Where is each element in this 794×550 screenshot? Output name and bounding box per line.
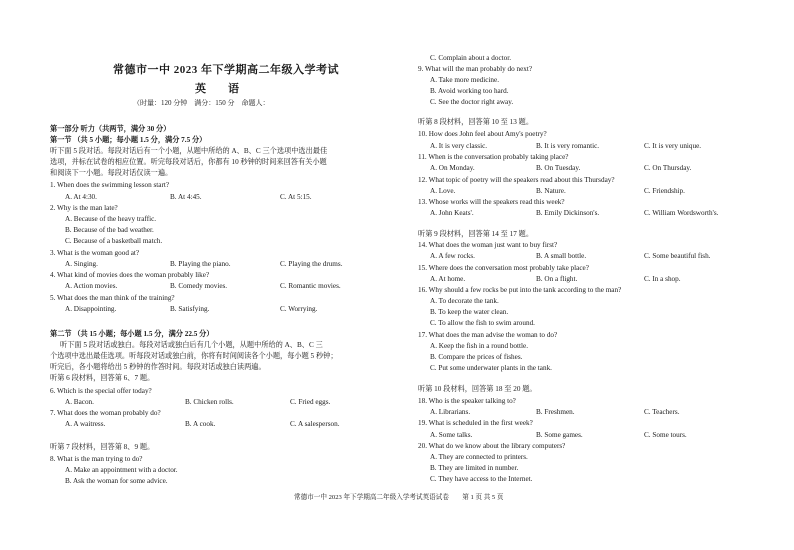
option-1b: B. At 4:45. <box>170 193 202 201</box>
option-20c: C. They have access to the Internet. <box>430 475 533 483</box>
option-14a: A. A few rocks. <box>430 252 475 260</box>
section2-instruction: 个选项中选出最佳选项。听每段对话或独白前，你将有时间阅读各个小题，每小题 5 秒钟； <box>50 352 338 360</box>
question-11: 11. When is the conversation probably taking place? <box>418 153 569 161</box>
question-7: 7. What does the woman probably do? <box>50 409 161 417</box>
question-14: 14. What does the woman just want to buy first? <box>418 241 558 249</box>
option-15b: B. On a flight. <box>536 275 578 283</box>
question-18: 18. Who is the speaker talking to? <box>418 397 516 405</box>
footer-page-number: 第 1 页 共 5 页 <box>462 494 504 501</box>
option-11b: B. On Tuesday. <box>536 164 581 172</box>
option-1c: C. At 5:15. <box>280 193 312 201</box>
material-8-heading: 听第 8 段材料，回答第 10 至 13 题。 <box>418 118 534 126</box>
option-10a: A. It is very classic. <box>430 142 488 150</box>
option-6c: C. Fried eggs. <box>290 398 331 406</box>
option-7c: C. A salesperson. <box>290 420 340 428</box>
option-1a: A. At 4:30. <box>65 193 97 201</box>
question-19: 19. What is scheduled in the first week? <box>418 419 533 427</box>
section1-heading: 第一节 （共 5 小题；每小题 1.5 分，满分 7.5 分） <box>50 136 207 144</box>
option-13a: A. John Keats'. <box>430 209 474 217</box>
option-12b: B. Nature. <box>536 187 566 195</box>
material-9-heading: 听第 9 段材料，回答第 14 至 17 题。 <box>418 230 534 238</box>
section2-instruction: 听完后，各小题将给出 5 秒钟的作答时间。每段对话或独白读两遍。 <box>50 363 266 371</box>
section2-heading: 第二节 （共 15 小题；每小题 1.5 分，满分 22.5 分） <box>50 330 214 338</box>
question-16: 16. Why should a few rocks be put into the tank according to the man? <box>418 286 622 294</box>
option-19c: C. Some tours. <box>644 431 687 439</box>
section1-instruction: 听下面 5 段对话。每段对话后有一个小题，从题中所给的 A、B、C 三个选项中选出最佳 <box>50 147 328 155</box>
option-19b: B. Some games. <box>536 431 583 439</box>
option-7a: A. A waitress. <box>65 420 106 428</box>
option-9a: A. Take more medicine. <box>430 76 500 84</box>
exam-meta: （时量：120 分钟 满分：150 分 命题人： <box>133 99 270 107</box>
question-9: 9. What will the man probably do next? <box>418 65 533 73</box>
option-11a: A. On Monday. <box>430 164 475 172</box>
option-15a: A. At home. <box>430 275 466 283</box>
section1-instruction: 选项，并标在试卷的相应位置。听完每段对话后，你都有 10 秒钟的时间来回答有关小题 <box>50 158 327 166</box>
option-18a: A. Librarians. <box>430 408 471 416</box>
option-10c: C. It is very unique. <box>644 142 702 150</box>
option-20b: B. They are limited in number. <box>430 464 519 472</box>
section1-instruction: 和阅读下一小题。每段对话仅读一遍。 <box>50 169 173 177</box>
option-8b: B. Ask the woman for some advice. <box>65 477 168 485</box>
question-20: 20. What do we know about the library computers? <box>418 442 566 450</box>
option-4c: C. Romantic movies. <box>280 282 341 290</box>
footer-title: 常德市一中 2023 年下学期高二年级入学考试英语试卷 <box>294 494 449 501</box>
option-17a: A. Keep the fish in a round bottle. <box>430 342 529 350</box>
material-7-heading: 听第 7 段材料，回答第 8、9 题。 <box>50 443 155 451</box>
option-3b: B. Playing the piano. <box>170 260 231 268</box>
option-13b: B. Emily Dickinson's. <box>536 209 600 217</box>
option-8c: C. Complain about a doctor. <box>430 54 512 62</box>
option-13c: C. William Wordsworth's. <box>644 209 719 217</box>
option-16c: C. To allow the fish to swim around. <box>430 319 535 327</box>
option-10b: B. It is very romantic. <box>536 142 600 150</box>
option-5a: A. Disappointing. <box>65 305 117 313</box>
option-12c: C. Friendship. <box>644 187 685 195</box>
question-12: 12. What topic of poetry will the speakers read about this Thursday? <box>418 176 615 184</box>
option-12a: A. Love. <box>430 187 456 195</box>
option-17c: C. Put some underwater plants in the tank. <box>430 364 552 372</box>
option-18b: B. Freshmen. <box>536 408 575 416</box>
question-10: 10. How does John feel about Amy's poetry? <box>418 130 547 138</box>
option-5b: B. Satisfying. <box>170 305 210 313</box>
option-4b: B. Comedy movies. <box>170 282 228 290</box>
material-6-heading: 听第 6 段材料，回答第 6、7 题。 <box>50 374 155 382</box>
option-2c: C. Because of a basketball match. <box>65 237 163 245</box>
question-3: 3. What is the woman good at? <box>50 249 140 257</box>
option-15c: C. In a shop. <box>644 275 681 283</box>
question-15: 15. Where does the conversation most probably take place? <box>418 264 589 272</box>
option-18c: C. Teachers. <box>644 408 680 416</box>
section2-instruction: 听下面 5 段对话或独白。每段对话或独白后有几个小题，从题中所给的 A、B、C 三 <box>60 341 323 349</box>
option-9b: B. Avoid working too hard. <box>430 87 509 95</box>
option-2a: A. Because of the heavy traffic. <box>65 215 157 223</box>
option-2b: B. Because of the bad weather. <box>65 226 154 234</box>
exam-title: 常德市一中 2023 年下学期高二年级入学考试 <box>113 64 339 76</box>
option-6a: A. Bacon. <box>65 398 94 406</box>
option-8a: A. Make an appointment with a doctor. <box>65 466 178 474</box>
option-17b: B. Compare the prices of fishes. <box>430 353 523 361</box>
option-20a: A. They are connected to printers. <box>430 453 528 461</box>
question-6: 6. Which is the special offer today? <box>50 387 152 395</box>
option-14b: B. A small bottle. <box>536 252 587 260</box>
question-8: 8. What is the man trying to do? <box>50 455 143 463</box>
question-5: 5. What does the man think of the training? <box>50 294 175 302</box>
option-6b: B. Chicken rolls. <box>185 398 234 406</box>
option-7b: B. A cook. <box>185 420 216 428</box>
question-13: 13. Whose works will the speakers read this week? <box>418 198 565 206</box>
question-4: 4. What kind of movies does the woman probably like? <box>50 271 210 279</box>
option-9c: C. See the doctor right away. <box>430 98 514 106</box>
option-11c: C. On Thursday. <box>644 164 692 172</box>
option-3a: A. Singing. <box>65 260 98 268</box>
option-16a: A. To decorate the tank. <box>430 297 499 305</box>
question-2: 2. Why is the man late? <box>50 204 118 212</box>
page-footer <box>294 491 503 501</box>
material-10-heading: 听第 10 段材料，回答第 18 至 20 题。 <box>418 385 537 393</box>
subject-title: 英 语 <box>195 83 239 95</box>
option-5c: C. Worrying. <box>280 305 318 313</box>
option-16b: B. To keep the water clean. <box>430 308 509 316</box>
option-4a: A. Action movies. <box>65 282 118 290</box>
question-1: 1. When does the swimming lesson start? <box>50 181 170 189</box>
part-heading: 第一部分 听力（共两节，满分 30 分） <box>50 125 171 133</box>
question-17: 17. What does the man advise the woman to do? <box>418 331 558 339</box>
option-19a: A. Some talks. <box>430 431 473 439</box>
option-3c: C. Playing the drums. <box>280 260 343 268</box>
option-14c: C. Some beautiful fish. <box>644 252 711 260</box>
